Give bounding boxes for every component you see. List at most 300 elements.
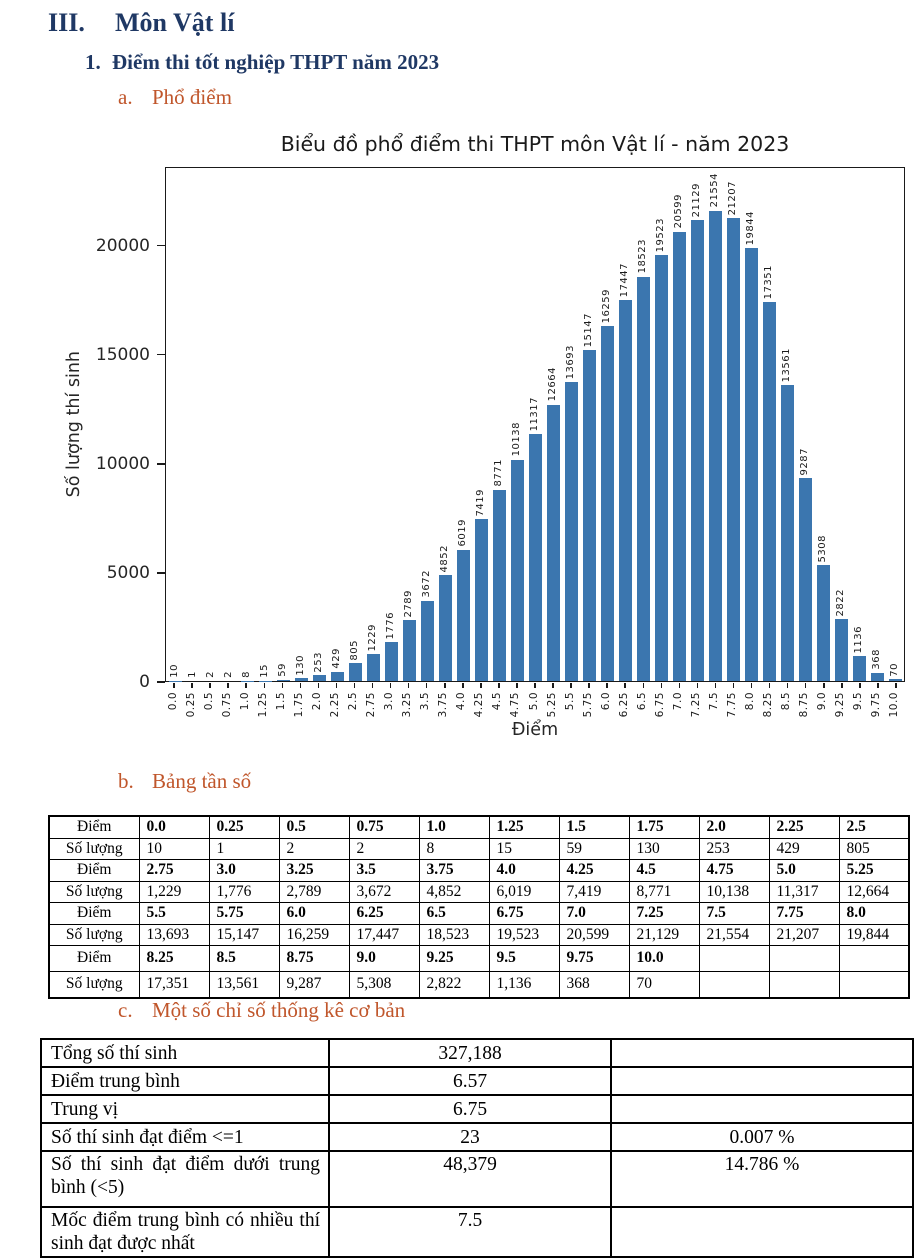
- bar-slot: [634, 239, 652, 681]
- stats-row: [41, 1067, 913, 1095]
- score-distribution-chart: [0, 130, 916, 760]
- x-tick-mark: [787, 683, 789, 688]
- bar-value-label: 18523: [637, 239, 648, 274]
- x-tick-mark: [372, 683, 374, 688]
- x-tick-label: 5.75: [581, 692, 594, 718]
- section-heading: [48, 8, 234, 38]
- bar-value-label: 17351: [763, 265, 774, 300]
- bar-slot: [274, 663, 292, 681]
- score-cell: 4.75: [699, 859, 769, 881]
- x-tick-label: 9.75: [870, 692, 883, 718]
- statistics-table: [40, 1038, 914, 1258]
- bar: [637, 277, 650, 681]
- bar-slot: [454, 519, 472, 681]
- item-a-title: Phổ điểm: [152, 85, 232, 109]
- score-cell: 3.0: [209, 859, 279, 881]
- score-row: [49, 859, 909, 881]
- bar: [745, 248, 758, 681]
- bar-value-label: 1136: [853, 625, 864, 654]
- plot-area: [165, 167, 905, 682]
- count-cell: 1,229: [139, 881, 209, 902]
- row-header-count: Số lượng: [49, 971, 139, 998]
- count-cell: 21,554: [699, 924, 769, 945]
- item-c-heading: [118, 998, 405, 1023]
- stat-label: Số thí sinh đạt điểm <=1: [41, 1123, 329, 1151]
- x-tick-mark: [318, 683, 320, 688]
- bar-value-label: 8: [241, 670, 252, 678]
- bar-value-label: 11317: [529, 396, 540, 432]
- item-b-letter: b.: [118, 769, 134, 793]
- x-tick-label: 6.75: [653, 692, 666, 718]
- bar-value-label: 429: [331, 648, 342, 669]
- x-tick-label: 4.0: [455, 692, 468, 711]
- score-cell: 1.25: [489, 816, 559, 838]
- count-cell: 19,523: [489, 924, 559, 945]
- bar-slot: [886, 663, 904, 681]
- count-cell: 805: [839, 838, 909, 859]
- x-tick-label: 4.75: [509, 692, 522, 718]
- count-cell: 13,561: [209, 971, 279, 998]
- count-cell: 17,351: [139, 971, 209, 998]
- bar-value-label: 9287: [799, 447, 810, 476]
- count-cell: 8,771: [629, 881, 699, 902]
- count-cell: 368: [559, 971, 629, 998]
- stat-value: 6.57: [329, 1067, 611, 1095]
- x-tick-label: 0.5: [202, 692, 215, 711]
- bar-value-label: 4852: [439, 544, 450, 573]
- x-tick-label: 9.5: [852, 692, 865, 711]
- bar-value-label: 20599: [673, 194, 684, 229]
- stat-percent: 14.786 %: [611, 1151, 913, 1207]
- y-tick-mark: [157, 572, 165, 574]
- x-tick-mark: [534, 683, 536, 688]
- bar: [565, 382, 578, 681]
- x-tick-mark: [282, 683, 284, 688]
- bar-value-label: 17447: [619, 262, 630, 298]
- bar-value-label: 6019: [457, 519, 468, 547]
- bar: [493, 490, 506, 681]
- bar-slot: [796, 448, 814, 681]
- bar-slot: [832, 589, 850, 681]
- x-tick-mark: [462, 683, 464, 688]
- score-cell: 2.0: [699, 816, 769, 838]
- y-tick-mark: [157, 245, 165, 247]
- row-header-count: Số lượng: [49, 838, 139, 859]
- x-tick-label: 3.0: [383, 692, 396, 711]
- score-cell: 3.75: [419, 859, 489, 881]
- bar-value-label: 21207: [727, 180, 738, 216]
- x-tick-label: 5.25: [545, 692, 558, 718]
- count-cell: 12,664: [839, 881, 909, 902]
- bar-value-label: 8771: [493, 459, 504, 487]
- count-cell: 8: [419, 838, 489, 859]
- bar-slot: [688, 183, 706, 681]
- count-cell: 10,138: [699, 881, 769, 902]
- count-cell: 7,419: [559, 881, 629, 902]
- subsection-title: Điểm thi tốt nghiệp THPT năm 2023: [112, 50, 440, 74]
- bar: [835, 619, 848, 681]
- score-cell: 7.25: [629, 902, 699, 924]
- bar-value-label: 15147: [583, 313, 594, 348]
- y-tick-label: 5000: [106, 562, 150, 583]
- bar-slot: [472, 489, 490, 681]
- x-tick-mark: [227, 683, 229, 688]
- score-cell: 9.0: [349, 945, 419, 971]
- x-tick-mark: [245, 683, 247, 688]
- stat-label: Tổng số thí sinh: [41, 1039, 329, 1067]
- x-tick-label: 3.25: [401, 692, 414, 718]
- bar-slot: [724, 181, 742, 681]
- score-cell: 1.75: [629, 816, 699, 838]
- x-tick-label: 3.5: [419, 692, 432, 711]
- bar: [349, 663, 362, 681]
- score-cell: 9.5: [489, 945, 559, 971]
- score-cell: 9.75: [559, 945, 629, 971]
- bar-slot: [202, 671, 220, 681]
- x-tick-mark: [444, 683, 446, 688]
- x-tick-label: 8.25: [762, 692, 775, 718]
- x-tick-label: 1.75: [292, 692, 305, 718]
- bar-value-label: 2: [223, 671, 234, 678]
- x-tick-mark: [769, 683, 771, 688]
- count-cell: 9,287: [279, 971, 349, 998]
- x-tick-label: 5.0: [527, 692, 540, 711]
- bar-value-label: 805: [349, 639, 360, 661]
- score-cell: 8.75: [279, 945, 349, 971]
- x-tick-label: 2.75: [365, 692, 378, 718]
- bar-value-label: 13561: [781, 347, 792, 383]
- count-cell: 10: [139, 838, 209, 859]
- count-row: [49, 838, 909, 859]
- count-cell: 18,523: [419, 924, 489, 945]
- x-tick-mark: [480, 683, 482, 688]
- bar-slot: [598, 289, 616, 681]
- bar-slot: [508, 422, 526, 681]
- x-axis-label: Điểm: [511, 720, 559, 740]
- x-tick-mark: [498, 683, 500, 688]
- bar: [511, 460, 524, 681]
- x-tick-mark: [877, 683, 879, 688]
- bar: [583, 350, 596, 681]
- score-cell: 7.75: [769, 902, 839, 924]
- bar: [871, 673, 884, 681]
- bar-value-label: 19523: [655, 217, 666, 252]
- bar-slot: [328, 648, 346, 681]
- count-cell: 13,693: [139, 924, 209, 945]
- bar-value-label: 1776: [385, 611, 396, 640]
- x-tick-mark: [516, 683, 518, 688]
- bar-slot: [436, 545, 454, 681]
- score-cell: [839, 945, 909, 971]
- x-tick-mark: [859, 683, 861, 688]
- count-cell: [769, 971, 839, 998]
- y-tick-mark: [157, 681, 165, 683]
- count-cell: 2: [349, 838, 419, 859]
- bar-slot: [652, 218, 670, 681]
- x-tick-mark: [606, 683, 608, 688]
- count-cell: [699, 971, 769, 998]
- x-tick-label: 3.75: [437, 692, 450, 718]
- bar-value-label: 2: [205, 671, 216, 678]
- bar-slot: [706, 173, 724, 681]
- score-cell: 5.0: [769, 859, 839, 881]
- count-cell: 16,259: [279, 924, 349, 945]
- bar-slot: [742, 211, 760, 681]
- count-cell: 11,317: [769, 881, 839, 902]
- x-tick-label: 0.25: [184, 692, 197, 718]
- score-cell: 4.0: [489, 859, 559, 881]
- bar: [727, 218, 740, 681]
- bar-slot: [544, 367, 562, 681]
- score-cell: 0.0: [139, 816, 209, 838]
- score-row: [49, 945, 909, 971]
- x-tick-mark: [408, 683, 410, 688]
- stats-row: [41, 1123, 913, 1151]
- bar-slot: [238, 671, 256, 681]
- bar: [331, 672, 344, 681]
- bar: [385, 642, 398, 681]
- count-cell: 21,129: [629, 924, 699, 945]
- score-cell: 8.5: [209, 945, 279, 971]
- bar: [691, 220, 704, 681]
- stat-percent: [611, 1095, 913, 1123]
- count-cell: 70: [629, 971, 699, 998]
- bar-slot: [364, 624, 382, 681]
- x-tick-label: 0.75: [220, 692, 233, 718]
- bar-slot: [670, 194, 688, 681]
- x-tick-mark: [588, 683, 590, 688]
- bar: [601, 326, 614, 681]
- x-tick-label: 5.5: [563, 692, 576, 711]
- row-header-score: Điểm: [49, 945, 139, 971]
- x-tick-label: 9.25: [834, 692, 847, 718]
- bar-slot: [490, 459, 508, 681]
- score-cell: 5.25: [839, 859, 909, 881]
- count-cell: 20,599: [559, 924, 629, 945]
- x-tick-label: 6.25: [617, 692, 630, 718]
- bar: [439, 575, 452, 681]
- item-c-title: Một số chỉ số thống kê cơ bản: [152, 998, 406, 1022]
- stat-value: 23: [329, 1123, 611, 1151]
- x-tick-mark: [570, 683, 572, 688]
- stats-row: [41, 1095, 913, 1123]
- score-cell: 6.75: [489, 902, 559, 924]
- bar-value-label: 15: [259, 663, 270, 678]
- bar-slot: [850, 626, 868, 681]
- y-tick-label: 20000: [95, 235, 150, 256]
- bar-slot: [220, 671, 238, 681]
- bar: [421, 601, 434, 681]
- row-header-count: Số lượng: [49, 881, 139, 902]
- x-tick-label: 4.5: [491, 692, 504, 711]
- stat-label: Số thí sinh đạt điểm dưới trung bình (<5): [41, 1151, 329, 1207]
- y-tick-label: 15000: [95, 344, 150, 365]
- stat-percent: [611, 1067, 913, 1095]
- bar-value-label: 130: [295, 654, 306, 676]
- section-number: III.: [48, 8, 85, 37]
- bar-value-label: 1: [187, 671, 198, 678]
- bar-value-label: 13693: [565, 344, 576, 380]
- bar-slot: [166, 664, 184, 681]
- x-tick-label: 4.25: [473, 692, 486, 718]
- stats-row: [41, 1039, 913, 1067]
- score-cell: 3.25: [279, 859, 349, 881]
- bar-slot: [580, 313, 598, 681]
- count-cell: 1: [209, 838, 279, 859]
- x-tick-mark: [895, 683, 897, 688]
- score-cell: 7.0: [559, 902, 629, 924]
- count-row: [49, 924, 909, 945]
- bar-value-label: 3672: [421, 570, 432, 598]
- count-cell: 2: [279, 838, 349, 859]
- stat-value: 327,188: [329, 1039, 611, 1067]
- bar-slot: [616, 263, 634, 681]
- score-cell: 6.25: [349, 902, 419, 924]
- score-cell: 8.25: [139, 945, 209, 971]
- x-tick-label: 1.5: [274, 692, 287, 711]
- count-cell: 1,136: [489, 971, 559, 998]
- subsection-number: 1.: [85, 50, 101, 74]
- x-tick-mark: [300, 683, 302, 688]
- x-tick-mark: [715, 683, 717, 688]
- score-cell: 0.5: [279, 816, 349, 838]
- x-tick-mark: [751, 683, 753, 688]
- bar: [619, 300, 632, 681]
- x-tick-label: 8.0: [744, 692, 757, 711]
- score-cell: 5.5: [139, 902, 209, 924]
- x-tick-mark: [426, 683, 428, 688]
- x-tick-mark: [661, 683, 663, 688]
- score-cell: 0.75: [349, 816, 419, 838]
- x-tick-mark: [841, 683, 843, 688]
- x-tick-label: 7.0: [671, 692, 684, 711]
- x-tick-label: 6.5: [635, 692, 648, 711]
- bar-value-label: 7419: [475, 488, 486, 517]
- bar: [781, 385, 794, 681]
- count-cell: 59: [559, 838, 629, 859]
- frequency-table: [48, 815, 910, 999]
- count-cell: 429: [769, 838, 839, 859]
- bar: [475, 519, 488, 681]
- bar: [313, 675, 326, 681]
- bar: [763, 302, 776, 681]
- bar-slot: [814, 535, 832, 681]
- x-tick-mark: [805, 683, 807, 688]
- count-cell: 253: [699, 838, 769, 859]
- row-header-count: Số lượng: [49, 924, 139, 945]
- x-tick-label: 9.0: [816, 692, 829, 711]
- bar: [709, 211, 722, 681]
- x-tick-mark: [209, 683, 211, 688]
- bar-value-label: 70: [889, 662, 900, 677]
- bar: [889, 679, 902, 681]
- bar-value-label: 5308: [817, 534, 828, 563]
- x-tick-label: 2.0: [310, 692, 323, 711]
- bar-slot: [184, 671, 202, 681]
- bar-slot: [562, 345, 580, 681]
- x-tick-mark: [390, 683, 392, 688]
- stat-value: 7.5: [329, 1207, 611, 1257]
- bar-slot: [400, 590, 418, 681]
- row-header-score: Điểm: [49, 859, 139, 881]
- bar: [367, 654, 380, 681]
- score-cell: 3.5: [349, 859, 419, 881]
- bar-slot: [418, 570, 436, 681]
- bar: [853, 656, 866, 681]
- count-cell: 15: [489, 838, 559, 859]
- bar-value-label: 59: [277, 662, 288, 677]
- score-cell: 7.5: [699, 902, 769, 924]
- x-tick-label: 2.25: [328, 692, 341, 718]
- section-title: Môn Vật lí: [115, 8, 235, 37]
- stat-percent: 0.007 %: [611, 1123, 913, 1151]
- y-tick-mark: [157, 354, 165, 356]
- bar-value-label: 1229: [367, 623, 378, 652]
- x-tick-label: 2.5: [347, 692, 359, 711]
- bar-value-label: 368: [871, 649, 882, 670]
- item-a-letter: a.: [118, 85, 133, 109]
- score-cell: 1.5: [559, 816, 629, 838]
- x-tick-mark: [191, 683, 193, 688]
- bar-slot: [310, 652, 328, 681]
- bar-slot: [346, 640, 364, 681]
- score-cell: 9.25: [419, 945, 489, 971]
- item-b-title: Bảng tần số: [152, 769, 252, 793]
- bar-slot: [256, 664, 274, 681]
- bar: [673, 232, 686, 682]
- count-cell: 1,776: [209, 881, 279, 902]
- x-tick-mark: [552, 683, 554, 688]
- x-tick-label: 6.0: [599, 692, 612, 711]
- x-tick-label: 7.5: [707, 692, 720, 711]
- score-cell: 0.25: [209, 816, 279, 838]
- x-tick-mark: [823, 683, 825, 688]
- score-cell: 6.5: [419, 902, 489, 924]
- bar: [295, 678, 308, 681]
- bar-slot: [778, 348, 796, 681]
- count-cell: 21,207: [769, 924, 839, 945]
- bar-slot: [526, 397, 544, 681]
- x-tick-label: 7.75: [726, 692, 739, 718]
- score-cell: 10.0: [629, 945, 699, 971]
- bar: [403, 620, 416, 681]
- row-header-score: Điểm: [49, 816, 139, 838]
- y-tick-label: 0: [139, 672, 150, 692]
- x-tick-mark: [354, 683, 356, 688]
- count-cell: 17,447: [349, 924, 419, 945]
- x-tick-label: 1.0: [238, 692, 251, 711]
- score-cell: 4.5: [629, 859, 699, 881]
- x-tick-mark: [733, 683, 735, 688]
- stats-row: [41, 1207, 913, 1257]
- stat-value: 6.75: [329, 1095, 611, 1123]
- chart-title: Biểu đồ phổ điểm thi THPT môn Vật lí - năm 2023: [280, 132, 790, 156]
- count-row: [49, 881, 909, 902]
- x-tick-mark: [643, 683, 645, 688]
- item-b-heading: [118, 769, 251, 794]
- bar-value-label: 253: [313, 651, 324, 673]
- x-tick-mark: [173, 683, 175, 688]
- x-tick-label: 7.25: [689, 692, 702, 718]
- score-cell: 2.75: [139, 859, 209, 881]
- count-cell: 15,147: [209, 924, 279, 945]
- count-row: [49, 971, 909, 998]
- bar: [457, 550, 470, 681]
- score-cell: 2.5: [839, 816, 909, 838]
- bars-container: [166, 168, 904, 681]
- x-tick-mark: [336, 683, 338, 688]
- bar-slot: [382, 612, 400, 681]
